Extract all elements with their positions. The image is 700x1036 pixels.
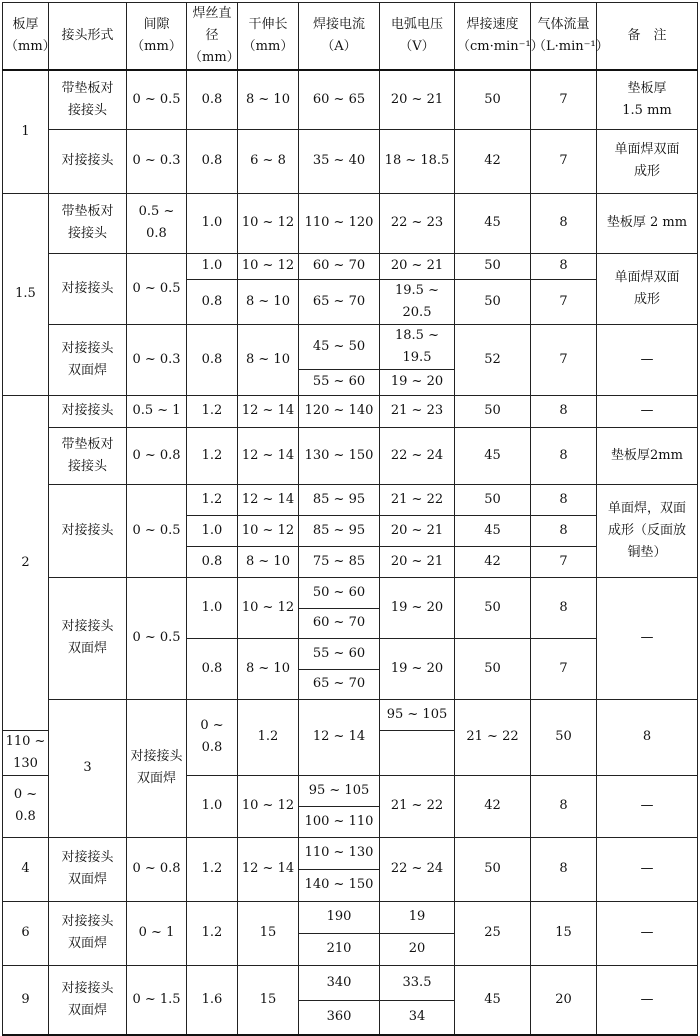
voltage-cell: 33.5 bbox=[380, 965, 455, 1000]
header-remark: 备 注 bbox=[597, 3, 698, 71]
current-cell: 85 ~ 95 bbox=[299, 515, 380, 546]
wire-cell: 1.6 bbox=[187, 965, 238, 1035]
current-cell: 55 ~ 60 bbox=[299, 369, 380, 395]
current-cell: 110 ~ 130 bbox=[3, 730, 49, 775]
speed-cell: 50 bbox=[455, 577, 531, 638]
stickout-cell: 6 ~ 8 bbox=[238, 129, 299, 193]
current-cell: 130 ~ 150 bbox=[299, 427, 380, 484]
current-cell: 60 ~ 70 bbox=[299, 253, 380, 279]
speed-cell: 50 bbox=[455, 253, 531, 279]
welding-parameters-table bbox=[2, 2, 698, 1036]
gas-cell: 8 bbox=[531, 484, 597, 515]
gap-cell: 0 ~ 0.8 bbox=[127, 837, 187, 901]
voltage-cell: 19.5 ~ 20.5 bbox=[380, 279, 455, 324]
remark-cell: — bbox=[597, 837, 698, 901]
speed-cell: 50 bbox=[455, 395, 531, 427]
gap-cell: 0 ~ 0.3 bbox=[127, 129, 187, 193]
table-row bbox=[3, 324, 698, 369]
stickout-cell: 10 ~ 12 bbox=[238, 775, 299, 837]
gap-cell: 0 ~ 0.3 bbox=[127, 324, 187, 395]
remark-cell: — bbox=[597, 577, 698, 699]
table-row bbox=[3, 395, 698, 427]
voltage-cell: 20 ~ 21 bbox=[380, 546, 455, 577]
table-row bbox=[3, 965, 698, 1000]
speed-cell: 45 bbox=[455, 193, 531, 253]
joint-cell: 对接接头 双面焊 bbox=[49, 577, 127, 699]
gap-cell: 0 ~ 0.5 bbox=[127, 253, 187, 324]
remark-cell: 垫板厚 1.5 mm bbox=[597, 70, 698, 129]
wire-cell: 0.8 bbox=[187, 70, 238, 129]
joint-cell: 对接接头 双面焊 bbox=[49, 901, 127, 965]
header-current: 焊接电流 （A） bbox=[299, 3, 380, 71]
table-header bbox=[3, 3, 698, 71]
stickout-cell: 10 ~ 12 bbox=[238, 193, 299, 253]
wire-cell: 1.2 bbox=[187, 901, 238, 965]
gas-cell: 7 bbox=[531, 324, 597, 395]
wire-cell: 0.8 bbox=[187, 546, 238, 577]
voltage-cell: 20 ~ 21 bbox=[380, 515, 455, 546]
stickout-cell: 8 ~ 10 bbox=[238, 546, 299, 577]
current-cell: 210 bbox=[299, 933, 380, 965]
speed-cell: 50 bbox=[455, 837, 531, 901]
gap-cell: 0 ~ 0.5 bbox=[127, 484, 187, 577]
gas-cell: 8 bbox=[531, 427, 597, 484]
gas-cell: 15 bbox=[531, 901, 597, 965]
wire-cell: 1.0 bbox=[187, 775, 238, 837]
joint-cell: 对接接头 bbox=[49, 395, 127, 427]
voltage-cell: 19 ~ 20 bbox=[380, 638, 455, 699]
gas-cell: 8 bbox=[531, 577, 597, 638]
wire-cell: 1.2 bbox=[187, 395, 238, 427]
remark-cell: — bbox=[597, 395, 698, 427]
voltage-cell: 22 ~ 24 bbox=[380, 837, 455, 901]
gas-cell: 8 bbox=[531, 837, 597, 901]
remark-cell: 垫板厚2mm bbox=[597, 427, 698, 484]
wire-cell: 1.2 bbox=[187, 427, 238, 484]
gas-cell: 20 bbox=[531, 965, 597, 1035]
joint-cell: 对接接头 双面焊 bbox=[49, 965, 127, 1035]
voltage-cell: 19 ~ 20 bbox=[380, 369, 455, 395]
gas-cell: 8 bbox=[531, 193, 597, 253]
wire-cell: 1.0 bbox=[187, 515, 238, 546]
joint-cell: 对接接头 bbox=[49, 253, 127, 324]
joint-cell: 带垫板对 接接头 bbox=[49, 70, 127, 129]
stickout-cell: 8 ~ 10 bbox=[238, 279, 299, 324]
gap-cell: 0.5 ~ 1 bbox=[127, 395, 187, 427]
current-cell: 110 ~ 120 bbox=[299, 193, 380, 253]
current-cell: 95 ~ 105 bbox=[299, 775, 380, 806]
gap-cell: 0.5 ~ 0.8 bbox=[127, 193, 187, 253]
current-cell: 85 ~ 95 bbox=[299, 484, 380, 515]
current-cell: 50 ~ 60 bbox=[299, 577, 380, 608]
thickness-cell: 4 bbox=[3, 837, 49, 901]
gas-cell: 8 bbox=[531, 253, 597, 279]
speed-cell: 50 bbox=[531, 699, 597, 775]
gap-cell: 0 ~ 0.8 bbox=[187, 699, 238, 775]
header-stickout: 干伸长 （mm） bbox=[238, 3, 299, 71]
speed-cell: 45 bbox=[455, 515, 531, 546]
header-joint-type: 接头形式 bbox=[49, 3, 127, 71]
voltage-cell: 18.5 ~ 19.5 bbox=[380, 324, 455, 369]
speed-cell: 52 bbox=[455, 324, 531, 395]
current-cell: 120 ~ 140 bbox=[299, 395, 380, 427]
wire-cell: 0.8 bbox=[187, 279, 238, 324]
wire-cell: 0.8 bbox=[187, 129, 238, 193]
stickout-cell: 12 ~ 14 bbox=[238, 427, 299, 484]
stickout-cell: 15 bbox=[238, 901, 299, 965]
thickness-cell: 3 bbox=[49, 699, 127, 837]
gap-cell: 0 ~ 0.8 bbox=[3, 775, 49, 837]
gap-cell: 0 ~ 1.5 bbox=[127, 965, 187, 1035]
current-cell: 360 bbox=[299, 1000, 380, 1035]
stickout-cell: 12 ~ 14 bbox=[238, 837, 299, 901]
voltage-cell: 21 ~ 22 bbox=[380, 484, 455, 515]
joint-cell: 带垫板对 接接头 bbox=[49, 193, 127, 253]
gas-cell: 8 bbox=[597, 699, 698, 775]
voltage-cell: 20 bbox=[380, 933, 455, 965]
remark-cell: — bbox=[597, 901, 698, 965]
voltage-cell: 21 ~ 23 bbox=[380, 395, 455, 427]
current-cell: 340 bbox=[299, 965, 380, 1000]
table-row bbox=[3, 193, 698, 253]
gas-cell: 8 bbox=[531, 515, 597, 546]
thickness-cell: 2 bbox=[3, 395, 49, 730]
wire-cell: 1.0 bbox=[187, 193, 238, 253]
joint-cell: 对接接头 双面焊 bbox=[49, 324, 127, 395]
current-cell: 55 ~ 60 bbox=[299, 638, 380, 669]
current-cell: 35 ~ 40 bbox=[299, 129, 380, 193]
gas-cell: 7 bbox=[531, 279, 597, 324]
voltage-cell: 20 ~ 21 bbox=[380, 70, 455, 129]
gas-cell: 7 bbox=[531, 638, 597, 699]
gas-cell: 7 bbox=[531, 70, 597, 129]
stickout-cell: 10 ~ 12 bbox=[238, 253, 299, 279]
stickout-cell: 8 ~ 10 bbox=[238, 638, 299, 699]
speed-cell: 42 bbox=[455, 546, 531, 577]
wire-cell: 0.8 bbox=[187, 638, 238, 699]
table-row bbox=[3, 70, 698, 129]
gap-cell: 0 ~ 1 bbox=[127, 901, 187, 965]
current-cell: 95 ~ 105 bbox=[380, 699, 455, 730]
stickout-cell: 10 ~ 12 bbox=[238, 577, 299, 638]
joint-cell: 对接接头 bbox=[49, 129, 127, 193]
speed-cell: 50 bbox=[455, 70, 531, 129]
wire-cell: 0.8 bbox=[187, 324, 238, 395]
wire-cell: 1.2 bbox=[187, 837, 238, 901]
table-row bbox=[3, 129, 698, 193]
voltage-cell: 34 bbox=[380, 1000, 455, 1035]
gap-cell: 0 ~ 0.5 bbox=[127, 70, 187, 129]
stickout-cell: 8 ~ 10 bbox=[238, 324, 299, 395]
joint-cell: 对接接头 bbox=[49, 484, 127, 577]
table-row bbox=[3, 699, 698, 730]
current-cell: 60 ~ 65 bbox=[299, 70, 380, 129]
stickout-cell: 12 ~ 14 bbox=[299, 699, 380, 775]
speed-cell: 45 bbox=[455, 965, 531, 1035]
current-cell: 45 ~ 50 bbox=[299, 324, 380, 369]
gas-cell: 8 bbox=[531, 775, 597, 837]
joint-cell: 带垫板对 接接头 bbox=[49, 427, 127, 484]
current-cell: 65 ~ 70 bbox=[299, 669, 380, 699]
wire-cell: 1.2 bbox=[238, 699, 299, 775]
table-body bbox=[3, 70, 698, 1035]
speed-cell: 50 bbox=[455, 638, 531, 699]
header-wire-diameter: 焊丝直径 （mm） bbox=[187, 3, 238, 71]
stickout-cell: 12 ~ 14 bbox=[238, 484, 299, 515]
speed-cell: 45 bbox=[455, 427, 531, 484]
thickness-cell: 9 bbox=[3, 965, 49, 1035]
table-row bbox=[3, 901, 698, 933]
speed-cell: 25 bbox=[455, 901, 531, 965]
remark-cell: 单面焊双面 成形 bbox=[597, 253, 698, 324]
voltage-cell: 18 ~ 18.5 bbox=[380, 129, 455, 193]
current-cell: 110 ~ 130 bbox=[299, 837, 380, 869]
header-gap: 间隙 （mm） bbox=[127, 3, 187, 71]
remark-cell: 单面焊，双面 成形（反面放 铜垫） bbox=[597, 484, 698, 577]
header-voltage: 电弧电压 （V） bbox=[380, 3, 455, 71]
remark-cell: — bbox=[597, 965, 698, 1035]
gap-cell: 0 ~ 0.8 bbox=[127, 427, 187, 484]
header-gas-flow: 气体流量 （L·min⁻¹） bbox=[531, 3, 597, 71]
voltage-cell: 20 ~ 21 bbox=[380, 253, 455, 279]
joint-cell: 对接接头 双面焊 bbox=[49, 837, 127, 901]
table-row bbox=[3, 427, 698, 484]
stickout-cell: 10 ~ 12 bbox=[238, 515, 299, 546]
remark-cell: 单面焊双面 成形 bbox=[597, 129, 698, 193]
wire-cell: 1.0 bbox=[187, 253, 238, 279]
voltage-cell: 21 ~ 22 bbox=[455, 699, 531, 775]
header-speed: 焊接速度 （cm·min⁻¹） bbox=[455, 3, 531, 71]
table-row bbox=[3, 484, 698, 515]
stickout-cell: 12 ~ 14 bbox=[238, 395, 299, 427]
remark-cell: — bbox=[597, 775, 698, 837]
voltage-cell: 19 bbox=[380, 901, 455, 933]
speed-cell: 50 bbox=[455, 484, 531, 515]
gap-cell: 0 ~ 0.5 bbox=[127, 577, 187, 699]
voltage-cell: 22 ~ 23 bbox=[380, 193, 455, 253]
speed-cell: 50 bbox=[455, 279, 531, 324]
gas-cell: 8 bbox=[531, 395, 597, 427]
joint-cell: 对接接头 双面焊 bbox=[127, 699, 187, 837]
speed-cell: 42 bbox=[455, 775, 531, 837]
stickout-cell: 15 bbox=[238, 965, 299, 1035]
remark-cell: — bbox=[597, 324, 698, 395]
wire-cell: 1.2 bbox=[187, 484, 238, 515]
gas-cell: 7 bbox=[531, 129, 597, 193]
current-cell: 190 bbox=[299, 901, 380, 933]
wire-cell: 1.0 bbox=[187, 577, 238, 638]
table-row bbox=[3, 837, 698, 869]
voltage-cell: 22 ~ 24 bbox=[380, 427, 455, 484]
table-row bbox=[3, 577, 698, 608]
thickness-cell: 1.5 bbox=[3, 193, 49, 395]
current-cell: 140 ~ 150 bbox=[299, 869, 380, 901]
current-cell: 100 ~ 110 bbox=[299, 806, 380, 837]
header-thickness: 板厚 （mm） bbox=[3, 3, 49, 71]
remark-cell: 垫板厚 2 mm bbox=[597, 193, 698, 253]
current-cell: 65 ~ 70 bbox=[299, 279, 380, 324]
current-cell: 75 ~ 85 bbox=[299, 546, 380, 577]
voltage-cell: 19 ~ 20 bbox=[380, 577, 455, 638]
thickness-cell: 1 bbox=[3, 70, 49, 193]
table-row bbox=[3, 253, 698, 279]
gas-cell: 7 bbox=[531, 546, 597, 577]
thickness-cell: 6 bbox=[3, 901, 49, 965]
speed-cell: 42 bbox=[455, 129, 531, 193]
stickout-cell: 8 ~ 10 bbox=[238, 70, 299, 129]
current-cell: 60 ~ 70 bbox=[299, 608, 380, 638]
voltage-cell: 21 ~ 22 bbox=[380, 775, 455, 837]
